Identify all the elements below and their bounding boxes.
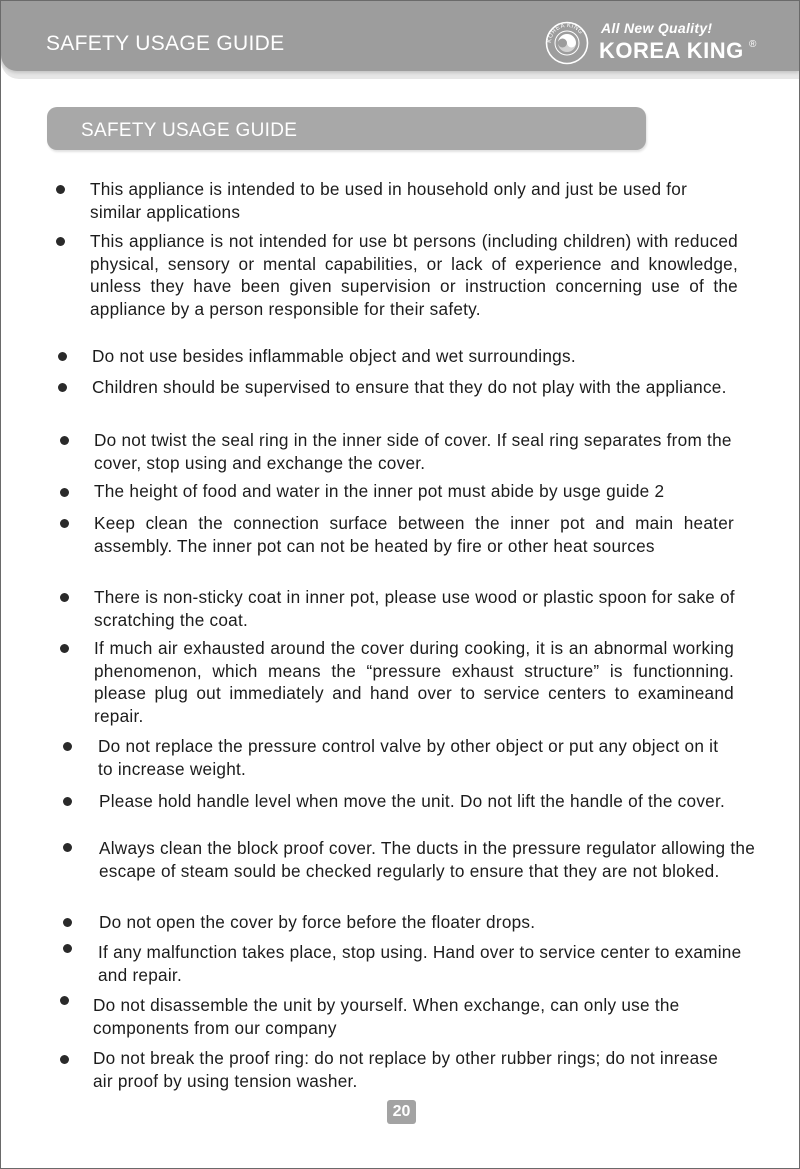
bullet-icon bbox=[60, 1055, 69, 1064]
safety-item: Keep clean the connection surface between the inner pot and main heater assembly. The inner pot can not be heated by fire or other heat sources bbox=[94, 513, 734, 556]
brand-name: KOREA KING bbox=[599, 38, 744, 63]
bullet-icon bbox=[63, 843, 72, 852]
section-title-bar bbox=[47, 107, 646, 150]
bullet-icon bbox=[60, 644, 69, 653]
brand-tagline: All New Quality! bbox=[601, 20, 713, 36]
safety-item: Do not twist the seal ring in the inner side of cover. If seal ring separates from the cover, stop using and exchange the cover. bbox=[94, 430, 732, 473]
bullet-icon bbox=[63, 797, 72, 806]
bullet-icon bbox=[60, 593, 69, 602]
safety-item: This appliance is not intended for use bt persons (including children) with reduced physical, sensory or mental capabilities, or lack of experience and knowledge, unless they have been given supervision or instruction concerning use of the appliance by a person responsible for their safety. bbox=[90, 231, 738, 319]
bullet-icon bbox=[56, 185, 65, 194]
bullet-icon bbox=[60, 519, 69, 528]
header-bar bbox=[1, 1, 799, 71]
safety-item: If any malfunction takes place, stop using. Hand over to service center to examine and repair. bbox=[98, 942, 742, 985]
section-title: SAFETY USAGE GUIDE bbox=[81, 120, 298, 141]
registered-mark: ® bbox=[749, 39, 757, 50]
bullet-icon bbox=[60, 488, 69, 497]
page-number: 20 bbox=[387, 1100, 416, 1124]
safety-item: The height of food and water in the inner pot must abide by usge guide 2 bbox=[94, 481, 665, 501]
bullet-icon bbox=[63, 944, 72, 953]
bullet-icon bbox=[58, 383, 67, 392]
safety-item: If much air exhausted around the cover during cooking, it is an abnormal working phenomenon, which means the “pressure exhaust structure” is functionning. please plug out immediately and hand over to service centers to examineand repair. bbox=[94, 638, 734, 726]
safety-item: Do not use besides inflammable object and wet surroundings. bbox=[92, 346, 576, 366]
bullet-icon bbox=[56, 237, 65, 246]
bullet-icon bbox=[60, 996, 69, 1005]
header-title: SAFETY USAGE GUIDE bbox=[46, 32, 285, 55]
korea-king-seal-logo bbox=[545, 21, 589, 65]
bullet-icon bbox=[63, 918, 72, 927]
safety-item: Please hold handle level when move the unit. Do not lift the handle of the cover. bbox=[99, 791, 726, 811]
safety-item: There is non-sticky coat in inner pot, please use wood or plastic spoon for sake of scratching the coat. bbox=[94, 587, 735, 630]
safety-item: Do not replace the pressure control valve by other object or put any object on it to increase weight. bbox=[98, 736, 719, 779]
bullet-icon bbox=[58, 352, 67, 361]
bullet-icon bbox=[60, 436, 69, 445]
safety-item: Do not disassemble the unit by yourself. When exchange, can only use the components from our company bbox=[93, 995, 680, 1038]
safety-item: This appliance is intended to be used in household only and just be used for similar applications bbox=[90, 179, 688, 222]
safety-item: Do not break the proof ring: do not replace by other rubber rings; do not inrease air proof by using tension washer. bbox=[93, 1048, 719, 1091]
logo-seal-text: KOREA KING bbox=[546, 22, 584, 44]
bullet-icon bbox=[63, 742, 72, 751]
safety-item: Do not open the cover by force before the floater drops. bbox=[99, 912, 536, 932]
safety-item: Children should be supervised to ensure that they do not play with the appliance. bbox=[92, 377, 727, 397]
safety-item: Always clean the block proof cover. The ducts in the pressure regulator allowing the escape of steam sould be checked regularly to ensure that they are not bloked. bbox=[99, 838, 756, 881]
